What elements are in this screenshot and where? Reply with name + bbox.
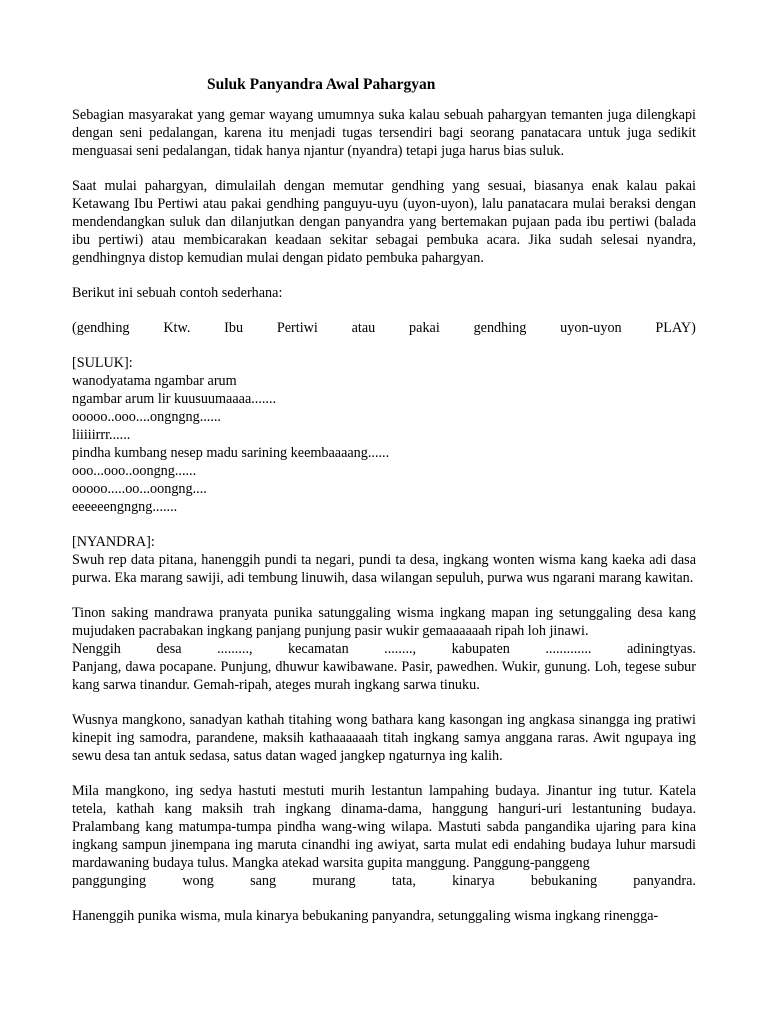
paragraph-word: bebukaning — [530, 873, 598, 889]
nyandra-heading: [NYANDRA]: — [72, 534, 155, 550]
instruction-word: gendhing — [473, 320, 527, 336]
suluk-section — [72, 354, 696, 516]
paragraph-word: panggunging — [72, 873, 147, 889]
instruction-word: (gendhing — [72, 320, 130, 336]
document-title: Suluk Panyandra Awal Pahargyan — [207, 76, 436, 93]
suluk-line: wanodyatama ngambar arum — [72, 373, 237, 389]
instruction-word: PLAY) — [655, 320, 696, 336]
nyandra-paragraph-2b: Panjang, dawa pocapane. Punjung, dhuwur kawibawane. Pasir, pawedhen. Wukir, gunung. Loh, tegese subur kang sarwa tinandur. Gemah-ripah, ateges murah ingkang sarwa tinuku. — [72, 659, 696, 693]
paragraph-word: panyandra. — [633, 873, 696, 889]
address-word: kabupaten — [451, 641, 510, 657]
paragraph-word: wong — [182, 873, 214, 889]
intro-paragraph-2: Saat mulai pahargyan, dimulailah dengan memutar gendhing yang sesuai, biasanya enak kalau pakai Ketawang Ibu Pertiwi atau pakai gendhing panguyu-uyu (uyon-uyon), lalu panatacara mulai beraksi dengan mendendangkan suluk dan dilanjutkan dengan panyandra yang bertemakan pujaan pada ibu pertiwi (balada ibu pertiwi) atau membicarakan keadaan sekitar sebagai pembuka acara. Jika sudah selesai nyandra, gendhingnya distop kemudian mulai dengan pidato pembuka pahargyan. — [72, 178, 696, 266]
suluk-line: ooo...ooo..oongng...... — [72, 463, 197, 479]
instruction-word: Ibu — [224, 320, 244, 336]
suluk-line: ooooo..ooo....ongngng...... — [72, 409, 221, 425]
instruction-word: atau — [351, 320, 376, 336]
nyandra-paragraph-3: Wusnya mangkono, sanadyan kathah titahing wong bathara kang kasongan ing angkasa sinangga ing pratiwi kinepit ing samodra, parandene, maksih kathaaaaaah titah ingkang samya anggana raras. Awit ngupaya ing sewu desa tan antuk sedasa, satus datan waged jangkep ngaturnya ing kalih. — [72, 712, 696, 764]
suluk-line: ooooo.....oo...oongng.... — [72, 481, 207, 497]
instruction-word: Ktw. — [163, 320, 191, 336]
nyandra-paragraph-4-last-line — [72, 872, 696, 890]
intro-paragraph-3: Berikut ini sebuah contoh sederhana: — [72, 285, 283, 301]
intro-paragraph-1: Sebagian masyarakat yang gemar wayang umumnya suka kalau sebuah pahargyan temanten juga dilengkapi dengan seni pedalangan, karena itu menjadi tugas tersendiri bagi seorang panatacara untuk juga sedikit menguasai seni pedalangan, tidak hanya njantur (nyandra) tetapi juga harus bias suluk. — [72, 107, 696, 159]
suluk-heading: [SULUK]: — [72, 355, 133, 371]
address-word: ........, — [384, 641, 417, 657]
paragraph-word: murang — [312, 873, 356, 889]
gendhing-instruction — [72, 319, 696, 337]
address-word: kecamatan — [288, 641, 349, 657]
address-word: adiningtyas. — [626, 641, 696, 657]
instruction-word: pakai — [409, 320, 440, 336]
address-word: ............. — [545, 641, 592, 657]
suluk-line: eeeeeengngng....... — [72, 499, 178, 515]
suluk-line: ngambar arum lir kuusuumaaaa....... — [72, 391, 277, 407]
address-word: Nenggih — [72, 641, 121, 657]
paragraph-word: kinarya — [452, 873, 495, 889]
document-body — [72, 106, 696, 925]
nyandra-paragraph-5: Hanenggih punika wisma, mula kinarya bebukaning panyandra, setunggaling wisma ingkang rinengga- — [72, 908, 659, 924]
nyandra-paragraph-1: Swuh rep data pitana, hanenggih pundi ta negari, pundi ta desa, ingkang wonten wisma kang kaeka adi dasa purwa. Eka marang sawiji, adi tembung linuwih, dasa wilangan sepuluh, purwa wus ngarani marang kawitan. — [72, 552, 696, 586]
address-word: ........., — [217, 641, 253, 657]
nyandra-paragraph-4: Mila mangkono, ing sedya hastuti mestuti murih lestantun lampahing budaya. Jinantur ing tutur. Katela tetela, kathah kang maksih trah ingkang dinama-dama, hanggung hanguri-uri lestantuning budaya. Pralambang kang matumpa-tumpa pindha wang-wing wilapa. Mastuti sabda pangandika ujaring para kina ingkang sampun jinempana ing maruta cinandhi ing awiyat, sarta mulat edi endahing budaya luhur marsudi mardawaning budaya tulus. Mangka atekad warsita gupita manggung. Panggung-panggeng — [72, 783, 696, 871]
instruction-word: uyon-uyon — [560, 320, 622, 336]
suluk-line: liiiiirrr...... — [72, 427, 131, 443]
nyandra-address-line — [72, 640, 696, 658]
instruction-word: Pertiwi — [276, 320, 318, 336]
paragraph-word: sang — [250, 873, 277, 889]
suluk-line: pindha kumbang nesep madu sarining keembaaaang...... — [72, 445, 390, 461]
address-word: desa — [156, 641, 182, 657]
nyandra-paragraph-2a: Tinon saking mandrawa pranyata punika satunggaling wisma ingkang mapan ing setunggaling desa kang mujudaken pacrabakan ingkang panjang punjung pasir wukir gemaaaaaah ripah loh jinawi. — [72, 605, 696, 639]
paragraph-word: tata, — [391, 873, 416, 889]
